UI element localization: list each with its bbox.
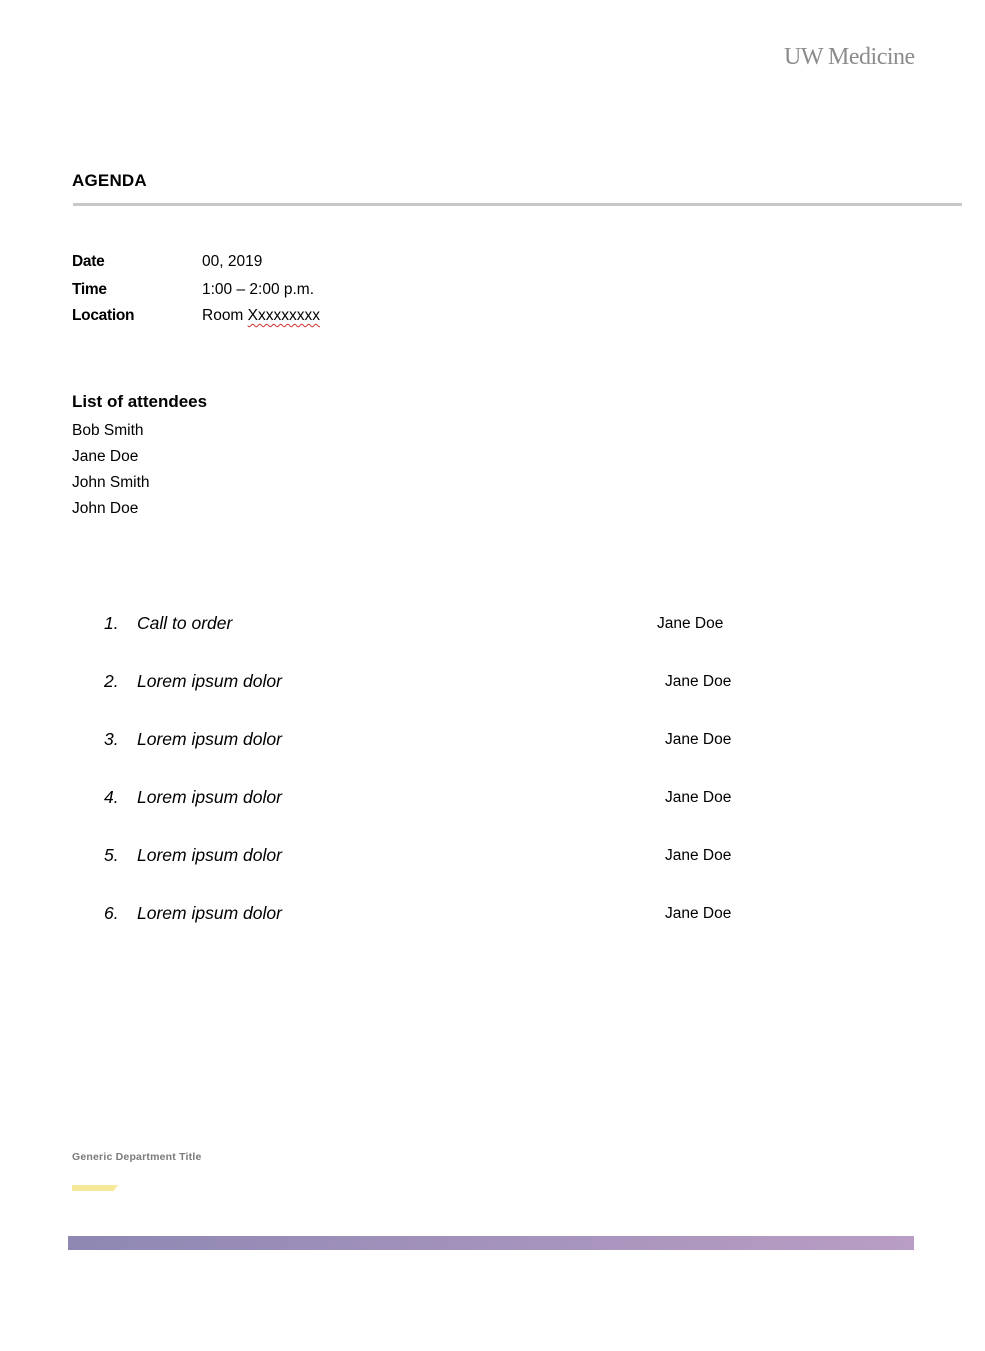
agenda-item-presenter: Jane Doe: [665, 905, 732, 922]
location-prefix: Room: [202, 307, 248, 324]
uw-medicine-logo: UW Medicine: [784, 44, 915, 70]
agenda-item-topic: Lorem ipsum dolor: [137, 787, 282, 807]
agenda-item-number: 6.: [104, 903, 119, 923]
date-value: 00, 2019: [202, 253, 263, 270]
agenda-item-topic: Lorem ipsum dolor: [137, 671, 282, 691]
location-room: Xxxxxxxxx: [247, 307, 320, 324]
attendee-item: Jane Doe: [72, 448, 139, 465]
agenda-item-topic: Lorem ipsum dolor: [137, 903, 282, 923]
agenda-item-presenter: Jane Doe: [657, 615, 724, 632]
agenda-item-presenter: Jane Doe: [665, 847, 732, 864]
location-value: [202, 307, 320, 325]
agenda-item: [0, 903, 985, 933]
agenda-item: [0, 787, 985, 817]
agenda-item-presenter: Jane Doe: [665, 789, 732, 806]
attendees-list: [72, 420, 150, 524]
date-label: Date: [72, 253, 105, 270]
agenda-item-number: 3.: [104, 729, 119, 749]
agenda-item-number: 5.: [104, 845, 119, 865]
attendee-item: John Doe: [72, 500, 139, 517]
agenda-item: [0, 729, 985, 759]
attendees-heading: List of attendees: [72, 392, 208, 411]
location-label: Location: [72, 307, 135, 324]
agenda-item-topic: Call to order: [137, 613, 233, 633]
agenda-item-topic: Lorem ipsum dolor: [137, 729, 282, 749]
agenda-item: [0, 845, 985, 875]
agenda-item: [0, 671, 985, 701]
agenda-item-number: 4.: [104, 787, 119, 807]
page-title: AGENDA: [72, 171, 147, 190]
time-label: Time: [72, 281, 107, 298]
agenda-item-topic: Lorem ipsum dolor: [137, 845, 282, 865]
agenda-item-presenter: Jane Doe: [665, 731, 732, 748]
footer-accent-mark: [72, 1185, 118, 1191]
agenda-item-number: 2.: [104, 671, 119, 691]
title-divider: [73, 203, 962, 206]
attendee-item: Bob Smith: [72, 422, 144, 439]
department-title: Generic Department Title: [72, 1151, 202, 1163]
agenda-item: [0, 613, 985, 643]
footer-color-bar: [68, 1236, 914, 1250]
time-value: 1:00 – 2:00 p.m.: [202, 281, 315, 298]
agenda-item-presenter: Jane Doe: [665, 673, 732, 690]
agenda-item-number: 1.: [104, 613, 119, 633]
attendee-item: John Smith: [72, 474, 150, 491]
